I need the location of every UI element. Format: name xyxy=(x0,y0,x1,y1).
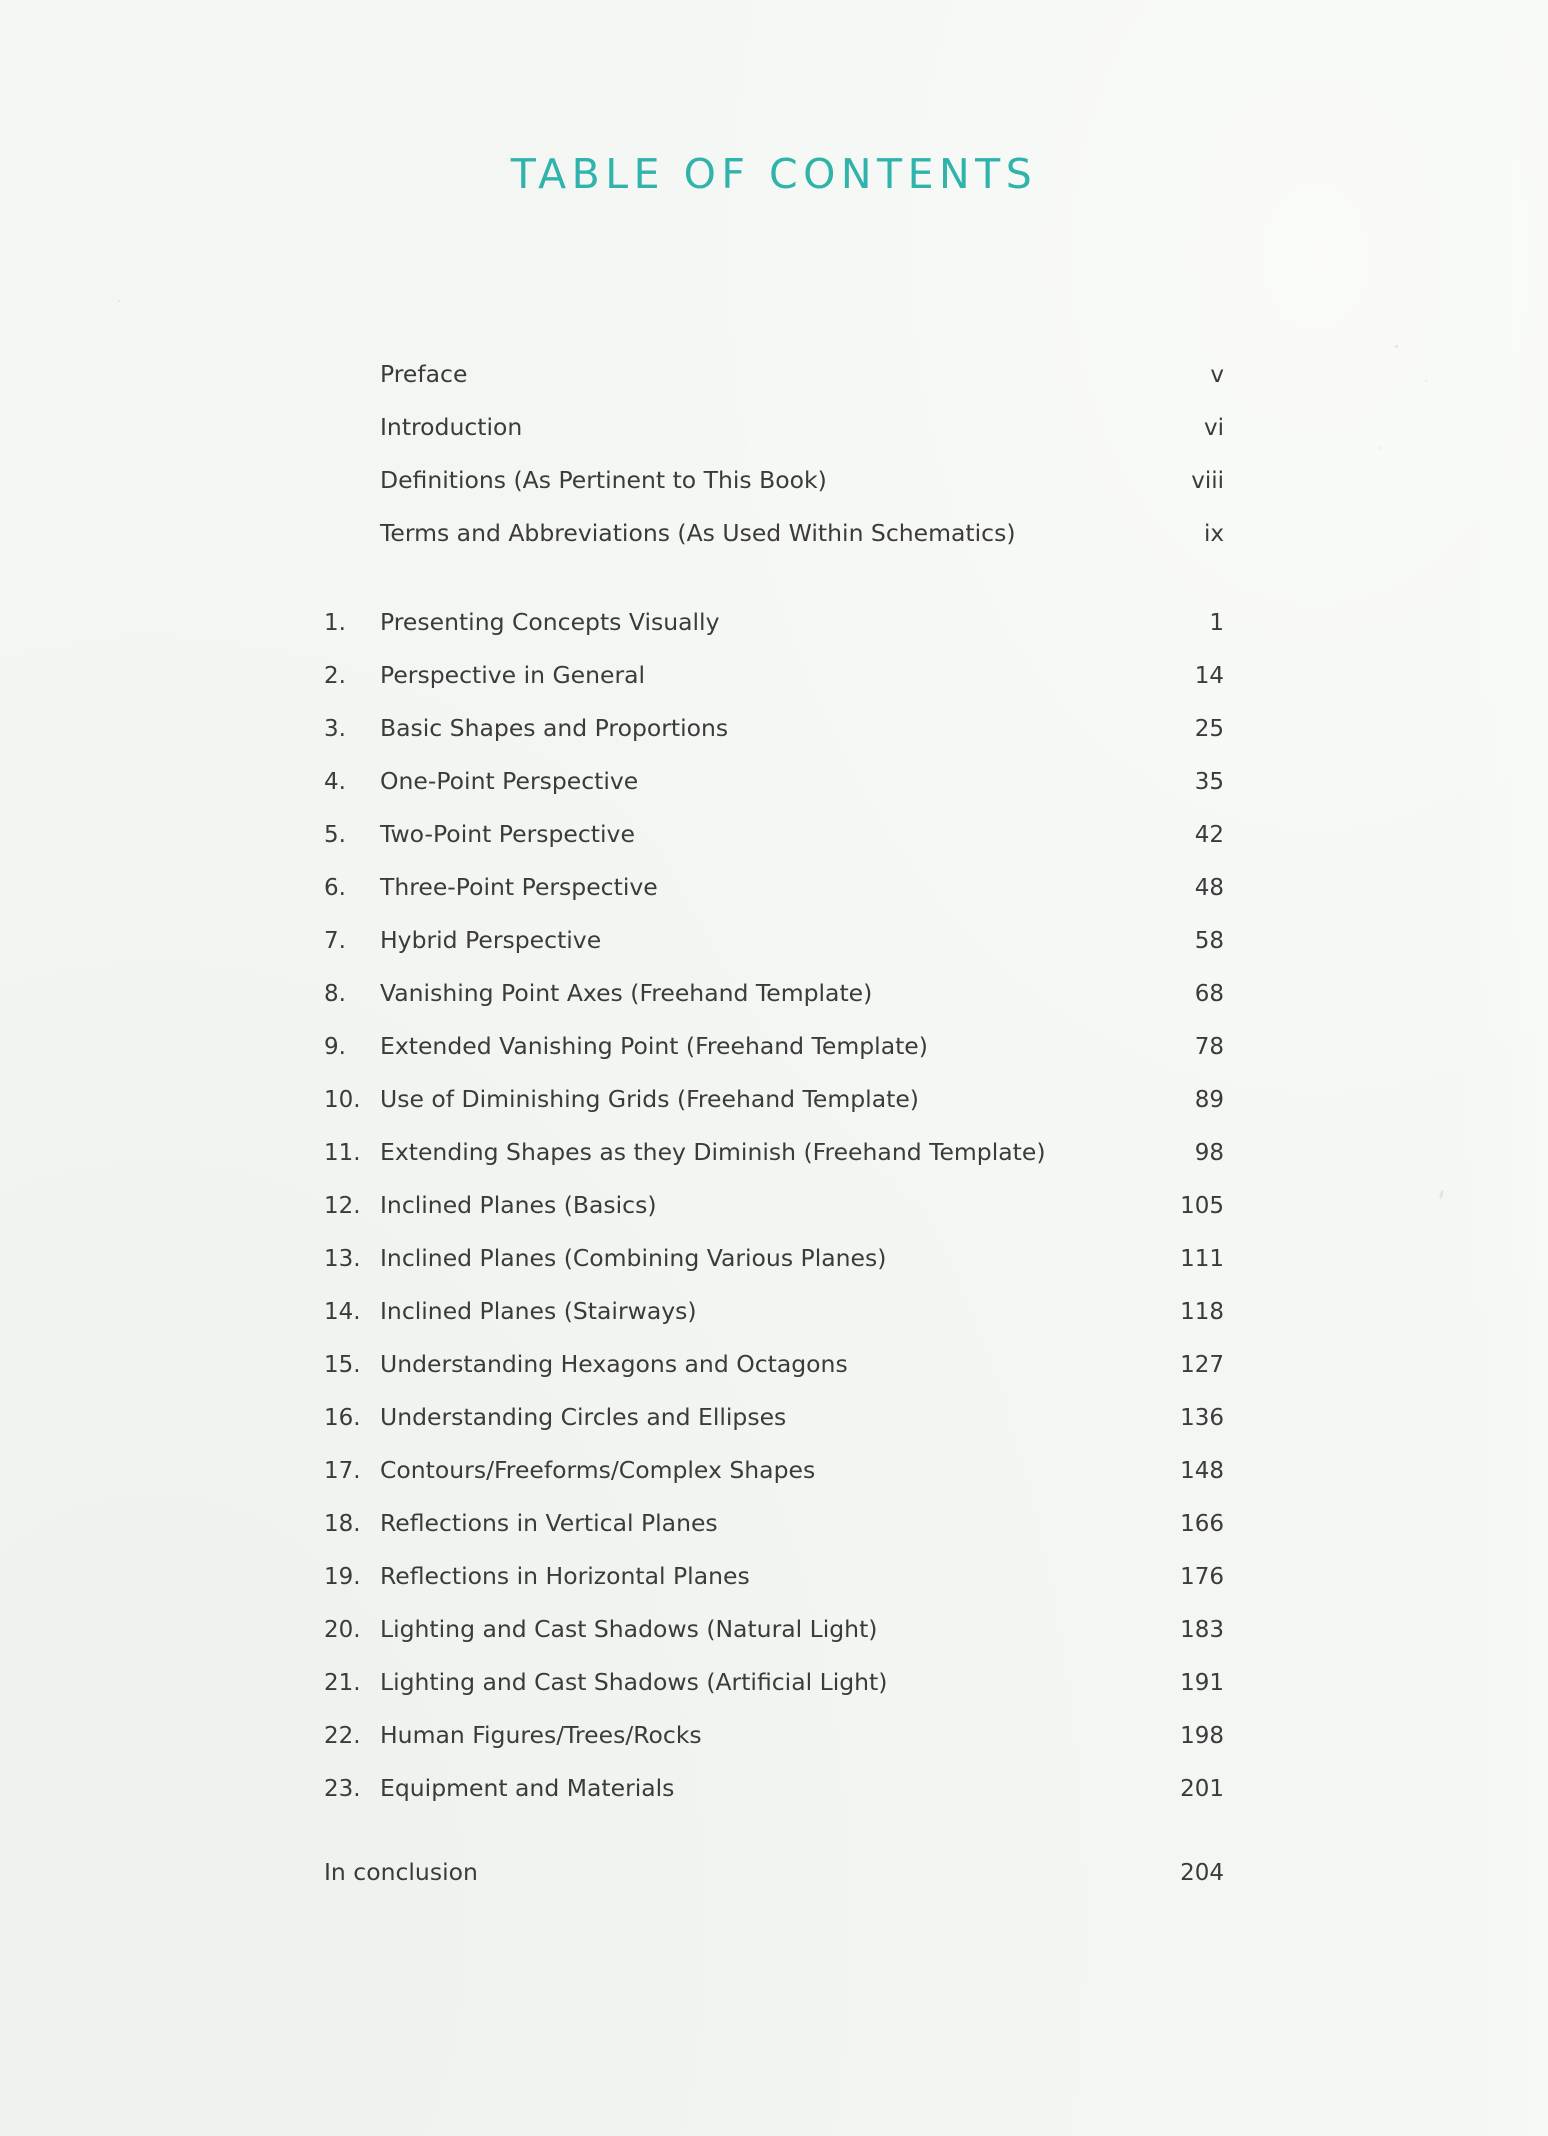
toc-entry-number: 20. xyxy=(324,1616,361,1643)
toc-entry-title: Terms and Abbreviations (As Used Within Schematics) xyxy=(380,518,1016,547)
toc-entry-page-number: ix xyxy=(1203,520,1224,547)
toc-entry[interactable] xyxy=(324,967,1224,1020)
toc-entry-title: Vanishing Point Axes (Freehand Template) xyxy=(380,978,873,1007)
chapter-list xyxy=(324,596,1224,1815)
toc-entry-page-number: 14 xyxy=(1194,662,1224,689)
toc-entry-page-number: 98 xyxy=(1194,1139,1224,1166)
toc-entry[interactable] xyxy=(324,649,1224,702)
toc-entry-page-number: 204 xyxy=(1180,1860,1224,1886)
toc-entry-number: 12. xyxy=(324,1192,361,1219)
toc-entry-title: Understanding Hexagons and Octagons xyxy=(380,1349,848,1378)
toc-entry-title: Basic Shapes and Proportions xyxy=(380,713,729,742)
toc-entry[interactable] xyxy=(324,1126,1224,1179)
toc-entry-page-number: 201 xyxy=(1180,1775,1224,1802)
toc-entry-page-number: 166 xyxy=(1180,1510,1224,1537)
toc-entry-title: Use of Diminishing Grids (Freehand Template) xyxy=(380,1084,919,1113)
toc-entry-page-number: 127 xyxy=(1180,1351,1224,1378)
paper-speckle xyxy=(1425,380,1427,382)
toc-entry-title: Definitions (As Pertinent to This Book) xyxy=(380,465,827,494)
toc-entry[interactable] xyxy=(324,1497,1224,1550)
toc-entry[interactable] xyxy=(324,1073,1224,1126)
toc-entry[interactable] xyxy=(324,1709,1224,1762)
toc-entry-number: 6. xyxy=(324,874,346,901)
toc-entry-title: Introduction xyxy=(380,412,523,441)
toc-entry[interactable] xyxy=(324,1845,1224,1900)
toc-entry-title: Lighting and Cast Shadows (Artificial Light) xyxy=(380,1667,888,1696)
toc-entry[interactable] xyxy=(324,755,1224,808)
toc-entry-page-number: 78 xyxy=(1194,1033,1224,1060)
toc-entry[interactable] xyxy=(324,1656,1224,1709)
toc-entry[interactable] xyxy=(324,1020,1224,1073)
closing-list xyxy=(324,1845,1224,1900)
table-of-contents xyxy=(324,198,1224,1900)
page-edge-shading xyxy=(1458,0,1548,2136)
toc-entry-page-number: 42 xyxy=(1194,821,1224,848)
toc-entry-page-number: 89 xyxy=(1194,1086,1224,1113)
toc-entry-page-number: v xyxy=(1210,361,1224,388)
toc-entry-number: 5. xyxy=(324,821,346,848)
toc-entry-number: 19. xyxy=(324,1563,361,1590)
toc-entry[interactable] xyxy=(324,1444,1224,1497)
toc-entry-page-number: 176 xyxy=(1180,1563,1224,1590)
paper-speckle xyxy=(118,300,120,302)
toc-entry[interactable] xyxy=(324,1762,1224,1815)
toc-entry-number: 13. xyxy=(324,1245,361,1272)
toc-entry-number: 21. xyxy=(324,1669,361,1696)
toc-entry-number: 2. xyxy=(324,662,346,689)
toc-entry-title: In conclusion xyxy=(324,1858,478,1886)
toc-entry-title: Reflections in Vertical Planes xyxy=(380,1508,718,1537)
toc-entry[interactable] xyxy=(324,507,1224,560)
toc-entry[interactable] xyxy=(324,1603,1224,1656)
toc-entry-page-number: 118 xyxy=(1180,1298,1224,1325)
toc-entry-number: 9. xyxy=(324,1033,346,1060)
toc-entry-page-number: 68 xyxy=(1194,980,1224,1007)
toc-entry-page-number: 25 xyxy=(1194,715,1224,742)
toc-entry-title: Inclined Planes (Combining Various Planes) xyxy=(380,1243,887,1272)
toc-entry-page-number: viii xyxy=(1191,467,1224,494)
toc-entry-number: 7. xyxy=(324,927,346,954)
toc-entry[interactable] xyxy=(324,861,1224,914)
toc-entry-number: 18. xyxy=(324,1510,361,1537)
toc-entry[interactable] xyxy=(324,454,1224,507)
paper-speckle xyxy=(1439,1190,1444,1199)
toc-entry-number: 10. xyxy=(324,1086,361,1113)
toc-entry[interactable] xyxy=(324,596,1224,649)
toc-entry-number: 22. xyxy=(324,1722,361,1749)
toc-entry-page-number: 58 xyxy=(1194,927,1224,954)
toc-entry-title: Hybrid Perspective xyxy=(380,925,602,954)
toc-entry-number: 3. xyxy=(324,715,346,742)
toc-entry-page-number: 48 xyxy=(1194,874,1224,901)
toc-entry-number: 1. xyxy=(324,609,346,636)
toc-entry-page-number: 111 xyxy=(1180,1245,1224,1272)
toc-entry-number: 8. xyxy=(324,980,346,1007)
toc-entry[interactable] xyxy=(324,1285,1224,1338)
toc-entry-title: Perspective in General xyxy=(380,660,646,689)
toc-entry-page-number: vi xyxy=(1203,414,1224,441)
toc-entry[interactable] xyxy=(324,1232,1224,1285)
toc-entry-title: Lighting and Cast Shadows (Natural Light) xyxy=(380,1614,878,1643)
toc-entry-number: 16. xyxy=(324,1404,361,1431)
toc-entry[interactable] xyxy=(324,1391,1224,1444)
toc-entry-title: Human Figures/Trees/Rocks xyxy=(380,1720,702,1749)
toc-entry[interactable] xyxy=(324,1338,1224,1391)
toc-entry[interactable] xyxy=(324,808,1224,861)
toc-entry-page-number: 136 xyxy=(1180,1404,1224,1431)
toc-entry[interactable] xyxy=(324,1179,1224,1232)
toc-entry-title: Extended Vanishing Point (Freehand Template) xyxy=(380,1031,928,1060)
toc-entry-title: Reflections in Horizontal Planes xyxy=(380,1561,750,1590)
front-matter-list xyxy=(324,348,1224,560)
toc-entry-title: Three-Point Perspective xyxy=(380,872,658,901)
toc-entry[interactable] xyxy=(324,914,1224,967)
toc-entry-title: Inclined Planes (Basics) xyxy=(380,1190,657,1219)
toc-entry-page-number: 1 xyxy=(1209,609,1224,636)
toc-entry[interactable] xyxy=(324,401,1224,454)
toc-entry[interactable] xyxy=(324,1550,1224,1603)
toc-entry-title: One-Point Perspective xyxy=(380,766,639,795)
toc-entry-title: Extending Shapes as they Diminish (Freehand Template) xyxy=(380,1137,1046,1166)
toc-entry-number: 23. xyxy=(324,1775,361,1802)
toc-entry-title: Two-Point Perspective xyxy=(380,819,635,848)
toc-entry-number: 11. xyxy=(324,1139,361,1166)
paper-speckle xyxy=(1395,345,1398,348)
toc-entry-page-number: 198 xyxy=(1180,1722,1224,1749)
toc-entry-title: Equipment and Materials xyxy=(380,1773,675,1802)
toc-entry-title: Presenting Concepts Visually xyxy=(380,607,720,636)
toc-entry-page-number: 148 xyxy=(1180,1457,1224,1484)
toc-entry-page-number: 191 xyxy=(1180,1669,1224,1696)
toc-entry-number: 15. xyxy=(324,1351,361,1378)
toc-entry-title: Inclined Planes (Stairways) xyxy=(380,1296,697,1325)
toc-entry-page-number: 105 xyxy=(1180,1192,1224,1219)
toc-entry-page-number: 183 xyxy=(1180,1616,1224,1643)
page-title: TABLE OF CONTENTS xyxy=(510,150,1038,198)
toc-entry-number: 14. xyxy=(324,1298,361,1325)
toc-entry-page-number: 35 xyxy=(1194,768,1224,795)
toc-entry-title: Contours/Freeforms/Complex Shapes xyxy=(380,1455,816,1484)
toc-entry-number: 4. xyxy=(324,768,346,795)
paper-speckle xyxy=(1378,447,1380,449)
toc-entry-number: 17. xyxy=(324,1457,361,1484)
toc-entry-title: Preface xyxy=(380,359,468,388)
toc-entry-title: Understanding Circles and Ellipses xyxy=(380,1402,787,1431)
toc-entry[interactable] xyxy=(324,348,1224,401)
toc-entry[interactable] xyxy=(324,702,1224,755)
